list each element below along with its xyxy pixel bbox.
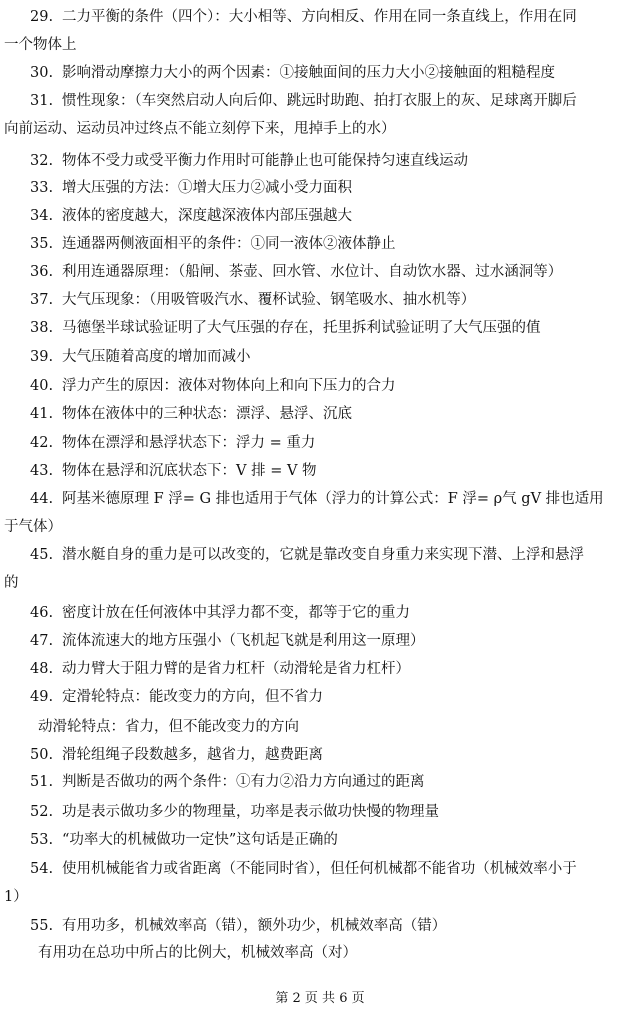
- item-continuation: 于气体）: [4, 519, 62, 535]
- item-text: 密度计放在任何液体中其浮力都不变，都等于它的重力: [62, 605, 410, 621]
- item-number: 37.: [30, 292, 54, 308]
- list-item: [4, 486, 632, 513]
- item-subline: 有用功在总功中所占的比例大，机械效率高（对）: [38, 945, 357, 961]
- list-item: [4, 148, 632, 175]
- list-item: [4, 231, 632, 258]
- item-text: 液体的密度越大，深度越深液体内部压强越大: [62, 208, 352, 224]
- item-number: 46.: [30, 605, 54, 621]
- list-item: [4, 88, 632, 115]
- item-text: 大气压现象：（用吸管吸汽水、覆杯试验、钢笔吸水、抽水机等）: [62, 292, 476, 308]
- item-number: 31.: [30, 93, 54, 109]
- list-item: [4, 799, 632, 826]
- item-number: 48.: [30, 661, 54, 677]
- item-text: 惯性现象：（车突然启动人向后仰、跳远时助跑、拍打衣服上的灰、足球离开脚后: [62, 93, 577, 109]
- list-item: [4, 344, 632, 371]
- item-text: “功率大的机械做功一定快”这句话是正确的: [62, 832, 338, 848]
- item-text: 物体不受力或受平衡力作用时可能静止也可能保持匀速直线运动: [62, 153, 468, 169]
- item-number: 52.: [30, 804, 54, 820]
- item-text: 阿基米德原理 F 浮= G 排也适用于气体（浮力的计算公式：F 浮= ρ气 gV 排也适用: [62, 491, 604, 507]
- item-number: 38.: [30, 320, 54, 336]
- item-number: 51.: [30, 774, 54, 790]
- item-number: 32.: [30, 153, 54, 169]
- item-number: 43.: [30, 463, 54, 479]
- item-number: 40.: [30, 378, 54, 394]
- item-text: 功是表示做功多少的物理量，功率是表示做功快慢的物理量: [62, 804, 439, 820]
- item-text: 影响滑动摩擦力大小的两个因素：①接触面间的压力大小②接触面的粗糙程度: [62, 65, 555, 81]
- list-item: [4, 401, 632, 428]
- list-item: [4, 4, 632, 31]
- item-text: 流体流速大的地方压强小（飞机起飞就是利用这一原理）: [62, 633, 425, 649]
- item-continuation: 向前运动、运动员冲过终点不能立刻停下来，甩掉手上的水）: [4, 121, 396, 137]
- list-item: [4, 287, 632, 314]
- item-text: 潜水艇自身的重力是可以改变的，它就是靠改变自身重力来实现下潜、上浮和悬浮: [62, 547, 584, 563]
- item-text: 大气压随着高度的增加而减小: [62, 349, 251, 365]
- item-number: 45.: [30, 547, 54, 563]
- list-item: [4, 684, 632, 711]
- item-number: 36.: [30, 264, 54, 280]
- item-text: 利用连通器原理：（船闸、茶壶、回水管、水位计、自动饮水器、过水涵洞等）: [62, 264, 563, 280]
- item-text: 使用机械能省力或省距离（不能同时省），但任何机械都不能省功（机械效率小于: [62, 861, 577, 877]
- list-item: [4, 742, 632, 769]
- item-number: 29.: [30, 9, 54, 25]
- item-text: 马德堡半球试验证明了大气压强的存在，托里拆利试验证明了大气压强的值: [62, 320, 541, 336]
- item-number: 39.: [30, 349, 54, 365]
- item-number: 49.: [30, 689, 54, 705]
- item-text: 物体在悬浮和沉底状态下：V 排 = V 物: [62, 463, 317, 479]
- item-number: 44.: [30, 491, 54, 507]
- list-item: [4, 542, 632, 569]
- item-text: 二力平衡的条件（四个）：大小相等、方向相反、作用在同一条直线上，作用在同: [62, 9, 577, 25]
- list-item: [4, 913, 632, 940]
- list-item: [4, 656, 632, 683]
- list-item: [4, 259, 632, 286]
- item-number: 53.: [30, 832, 54, 848]
- item-continuation: 的: [4, 575, 19, 591]
- list-item: [4, 315, 632, 342]
- item-number: 42.: [30, 435, 54, 451]
- item-text: 连通器两侧液面相平的条件：①同一液体②液体静止: [62, 236, 396, 252]
- item-number: 47.: [30, 633, 54, 649]
- list-item: [4, 203, 632, 230]
- list-item: [4, 430, 632, 457]
- item-text: 判断是否做功的两个条件：①有力②沿力方向通过的距离: [62, 774, 425, 790]
- item-text: 增大压强的方法：①增大压力②减小受力面积: [62, 180, 352, 196]
- item-number: 33.: [30, 180, 54, 196]
- item-text: 浮力产生的原因：液体对物体向上和向下压力的合力: [62, 378, 396, 394]
- item-text: 滑轮组绳子段数越多，越省力，越费距离: [62, 747, 323, 763]
- item-continuation: 1）: [4, 889, 28, 905]
- list-item: [4, 175, 632, 202]
- item-text: 物体在液体中的三种状态：漂浮、悬浮、沉底: [62, 406, 352, 422]
- item-text: 有用功多，机械效率高（错），额外功少，机械效率高（错）: [62, 918, 447, 934]
- list-item: [4, 373, 632, 400]
- list-item: [4, 769, 632, 796]
- list-item: [4, 60, 632, 87]
- page-footer: 第 2 页 共 6 页: [275, 991, 365, 1006]
- item-number: 55.: [30, 918, 54, 934]
- list-item: [4, 458, 632, 485]
- item-number: 30.: [30, 65, 54, 81]
- list-item: [4, 827, 632, 854]
- list-item: [4, 628, 632, 655]
- list-item: [4, 856, 632, 883]
- item-text: 定滑轮特点：能改变力的方向，但不省力: [62, 689, 323, 705]
- item-continuation: 一个物体上: [4, 37, 77, 53]
- item-number: 54.: [30, 861, 54, 877]
- item-number: 35.: [30, 236, 54, 252]
- item-subline: 动滑轮特点：省力，但不能改变力的方向: [38, 719, 299, 735]
- item-number: 50.: [30, 747, 54, 763]
- item-text: 物体在漂浮和悬浮状态下：浮力 = 重力: [62, 435, 316, 451]
- item-number: 34.: [30, 208, 54, 224]
- list-item: [4, 600, 632, 627]
- item-text: 动力臂大于阻力臂的是省力杠杆（动滑轮是省力杠杆）: [62, 661, 410, 677]
- item-number: 41.: [30, 406, 54, 422]
